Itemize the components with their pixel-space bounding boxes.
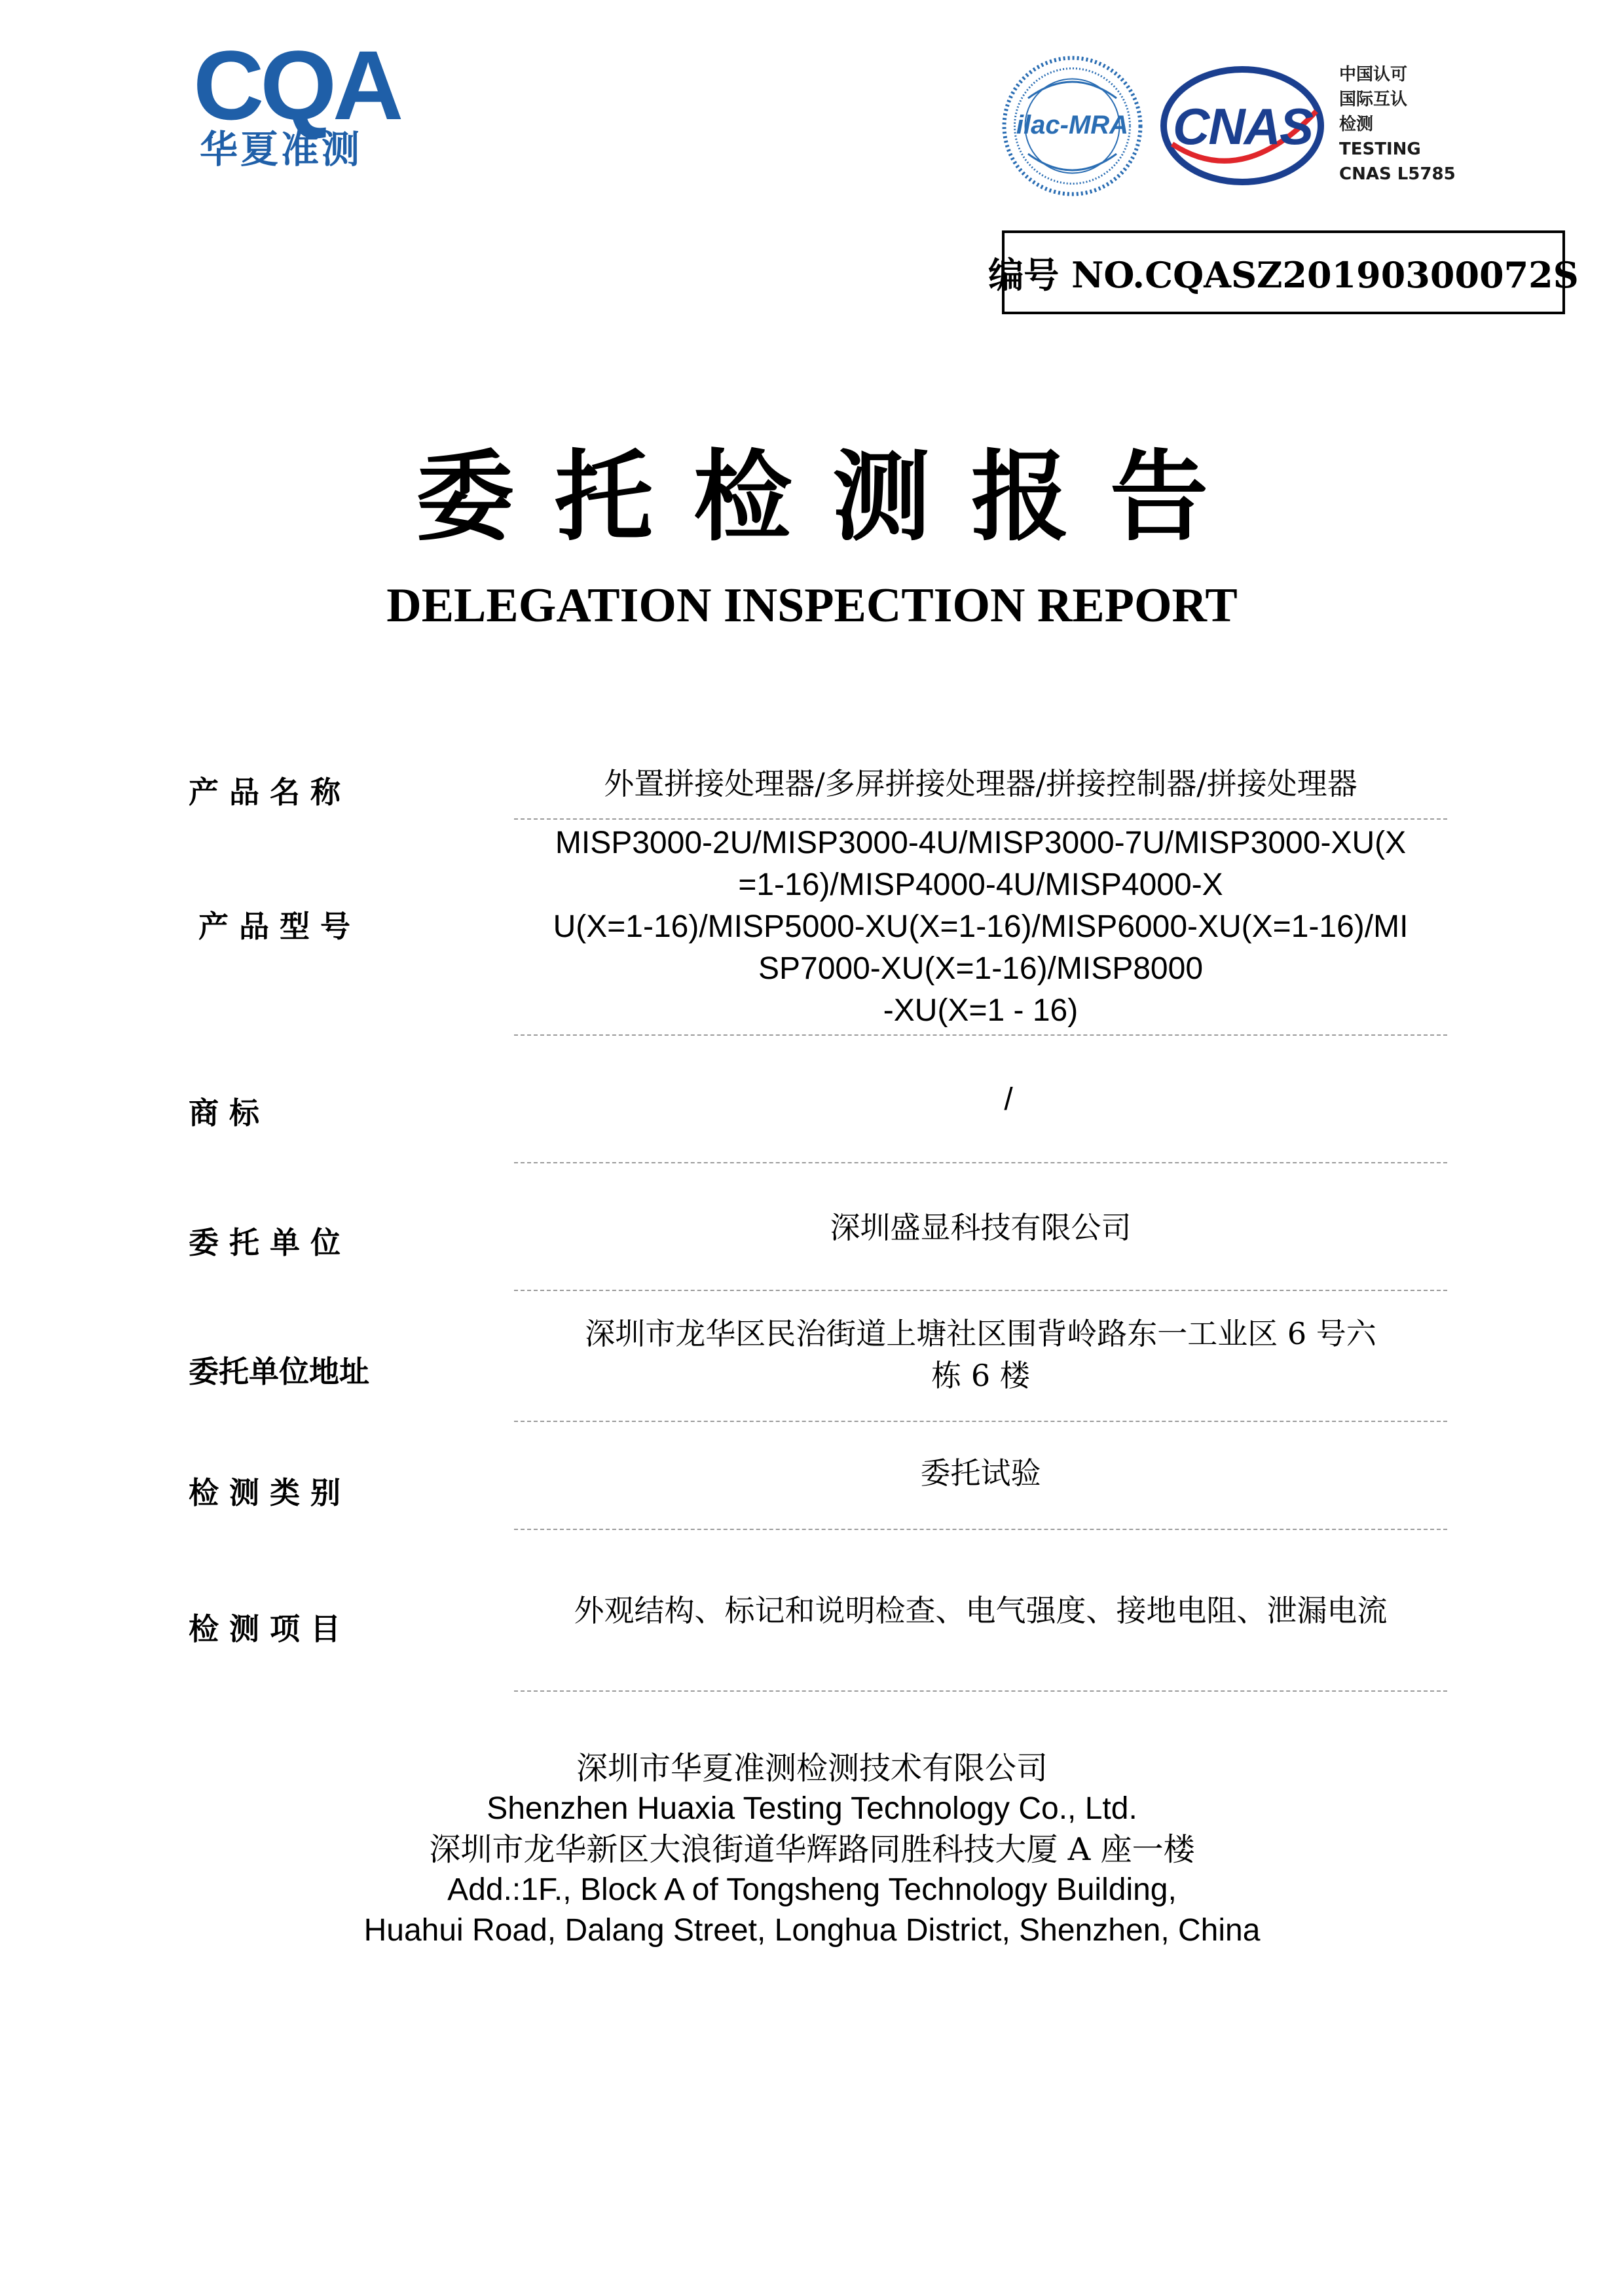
cqa-logo [193, 30, 416, 173]
test-items-label: 检 测 项 目 [189, 1611, 341, 1647]
test-items-value: 外观结构、标记和说明检查、电气强度、接地电阻、泄漏电流 [574, 1593, 1388, 1628]
issuer-address-en-line1: Add.:1F., Block A of Tongsheng Technology Building, [447, 1872, 1177, 1907]
product-model-line: -XU(X=1 - 16) [883, 993, 1079, 1028]
client-address-value [514, 1313, 1447, 1396]
cnas-info-line: 检测 [1339, 115, 1374, 134]
cnas-accreditation-info [1339, 62, 1470, 187]
trademark-value: / [1004, 1082, 1013, 1117]
ilac-mra-logo [1002, 56, 1143, 196]
product-model-line: SP7000-XU(X=1-16)/MISP8000 [758, 951, 1204, 986]
trademark-divider [514, 1162, 1447, 1163]
issuer-footer [0, 1748, 1624, 1951]
report-number-box [988, 230, 1579, 314]
cnas-info-line: 中国认可 [1339, 65, 1408, 84]
product-name-value: 外置拼接处理器/多屏拼接处理器/拼接控制器/拼接处理器 [604, 766, 1357, 801]
product-name-divider [514, 818, 1447, 820]
cnas-info-line: TESTING [1339, 139, 1421, 159]
product-model-line: MISP3000-2U/MISP3000-4U/MISP3000-7U/MISP3000-XU(X [555, 826, 1407, 860]
client-address-label: 委托单位地址 [189, 1354, 369, 1389]
test-type-value: 委托试验 [920, 1455, 1041, 1491]
cnas-info-line: 国际互认 [1339, 90, 1408, 109]
ilac-mra-text: ilac-MRA [1016, 111, 1129, 139]
client-label: 委 托 单 位 [189, 1225, 341, 1260]
client-value: 深圳盛显科技有限公司 [830, 1210, 1132, 1245]
test-items-divider [514, 1690, 1447, 1692]
issuer-address-cn: 深圳市龙华新区大浪街道华辉路同胜科技大厦 A 座一楼 [429, 1831, 1195, 1868]
report-title-cn: 委托检测报告 [415, 441, 1249, 555]
test-type-label: 检 测 类 别 [189, 1475, 341, 1510]
cqa-logo-subtitle: 华夏准测 [200, 127, 363, 172]
cnas-logo [1159, 65, 1326, 187]
cnas-text: CNAS [1172, 98, 1312, 155]
product-name-label: 产 品 名 称 [189, 774, 341, 810]
report-title-en: DELEGATION INSPECTION REPORT [386, 579, 1238, 632]
client-address-divider [514, 1421, 1447, 1422]
issuer-name-en: Shenzhen Huaxia Testing Technology Co., Ltd. [487, 1791, 1137, 1826]
product-model-value [514, 822, 1447, 1032]
test-type-divider [514, 1529, 1447, 1530]
client-address-line: 栋 6 楼 [931, 1358, 1030, 1393]
cqa-logo-letters: CQA [193, 30, 400, 140]
product-model-label: 产 品 型 号 [198, 909, 351, 944]
product-model-line: U(X=1-16)/MISP5000-XU(X=1-16)/MISP6000-XU(X=1-16)/MI [553, 909, 1409, 944]
issuer-name-cn: 深圳市华夏准测检测技术有限公司 [576, 1750, 1048, 1787]
product-model-line: =1-16)/MISP4000-4U/MISP4000-X [738, 867, 1223, 902]
client-divider [514, 1290, 1447, 1291]
product-model-divider [514, 1034, 1447, 1036]
cnas-info-line: CNAS L5785 [1339, 164, 1456, 184]
trademark-label: 商 标 [189, 1095, 260, 1131]
issuer-address-en-line2: Huahui Road, Dalang Street, Longhua District, Shenzhen, China [363, 1913, 1261, 1948]
client-address-line: 深圳市龙华区民治街道上塘社区围背岭路东一工业区 6 号六 [585, 1316, 1376, 1351]
report-number: 编号 NO.CQASZ20190300072S [988, 253, 1579, 296]
